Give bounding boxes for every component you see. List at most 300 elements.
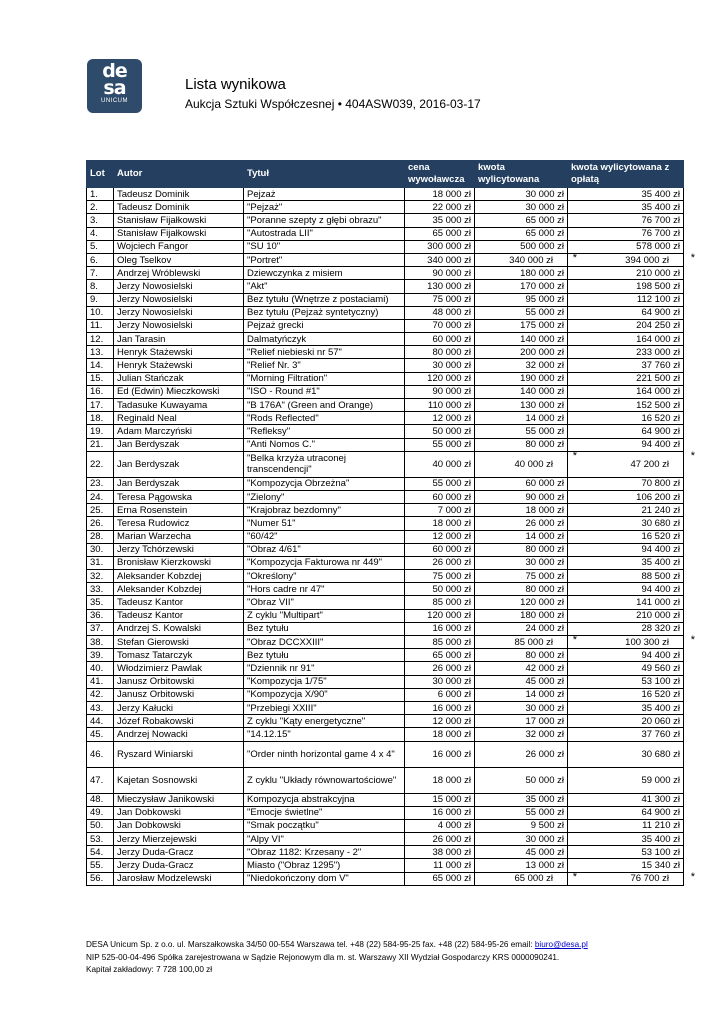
- final-price-cell: 233 000 zł: [568, 346, 684, 359]
- author-cell: Bronisław Kierzkowski: [114, 556, 244, 569]
- start-price-cell: 6 000 zł: [405, 688, 475, 701]
- author-cell: Włodzimierz Pawlak: [114, 662, 244, 675]
- hammer-price-cell: 17 000 zł: [475, 715, 568, 728]
- author-cell: Jan Dobkowski: [114, 806, 244, 819]
- lot-cell: 22.: [87, 451, 114, 477]
- asterisk-mark: *: [690, 251, 695, 264]
- table-row: [87, 188, 684, 201]
- title-cell: "Akt": [244, 280, 405, 293]
- final-price-cell: 578 000 zł: [568, 240, 684, 253]
- hammer-price-cell: 18 000 zł: [475, 504, 568, 517]
- author-cell: Stefan Gierowski: [114, 636, 244, 649]
- lot-cell: 43.: [87, 701, 114, 714]
- hammer-price-cell: 32 000 zł: [475, 728, 568, 741]
- lot-cell: 14.: [87, 359, 114, 372]
- lot-cell: 54.: [87, 846, 114, 859]
- start-price-cell: 85 000 zł: [405, 596, 475, 609]
- table-row: [87, 701, 684, 714]
- header-author: Autor: [114, 161, 244, 188]
- price-value: 40 000 zł: [514, 458, 553, 470]
- start-price-cell: 16 000 zł: [405, 806, 475, 819]
- table-row: [87, 372, 684, 385]
- table-row: [87, 859, 684, 872]
- lot-cell: 31.: [87, 556, 114, 569]
- start-price-cell: 18 000 zł: [405, 517, 475, 530]
- footer-line-1: [86, 939, 696, 952]
- start-price-cell: 75 000 zł: [405, 570, 475, 583]
- title-cell: Bez tytułu: [244, 649, 405, 662]
- author-cell: Jan Berdyszak: [114, 477, 244, 490]
- title-cell: Pejzaż: [244, 188, 405, 201]
- hammer-price-cell: [475, 251, 577, 266]
- table-row: [87, 530, 684, 543]
- hammer-price-cell: 26 000 zł: [475, 517, 568, 530]
- hammer-price-cell: 26 000 zł: [475, 741, 568, 767]
- title-cell: "Obraz 4/61": [244, 543, 405, 556]
- hammer-price-cell: 80 000 zł: [475, 649, 568, 662]
- start-price-cell: 55 000 zł: [405, 477, 475, 490]
- start-price-cell: 55 000 zł: [405, 438, 475, 451]
- author-cell: Ed (Edwin) Mieczkowski: [114, 385, 244, 398]
- hammer-price-cell: 80 000 zł: [475, 583, 568, 596]
- asterisk-mark: *: [572, 251, 577, 264]
- start-price-cell: 300 000 zł: [405, 240, 475, 253]
- lot-cell: 48.: [87, 793, 114, 806]
- start-price-cell: 65 000 zł: [405, 227, 475, 240]
- lot-cell: 56.: [87, 872, 114, 885]
- title-cell: "Obraz DCCXXIII": [244, 636, 405, 649]
- author-cell: Jerzy Nowosielski: [114, 319, 244, 332]
- start-price-cell: 12 000 zł: [405, 715, 475, 728]
- lot-cell: 49.: [87, 806, 114, 819]
- start-price-cell: 65 000 zł: [405, 649, 475, 662]
- hammer-price-cell: 9 500 zł: [475, 819, 568, 832]
- lot-cell: 38.: [87, 636, 114, 649]
- lot-cell: 12.: [87, 333, 114, 346]
- table-row: [87, 609, 684, 622]
- final-price-cell: 204 250 zł: [568, 319, 684, 332]
- lot-cell: 4.: [87, 227, 114, 240]
- table-row: [87, 359, 684, 372]
- hammer-price-cell: 35 000 zł: [475, 793, 568, 806]
- table-row: [87, 490, 684, 503]
- table-row: [87, 425, 684, 438]
- final-price-cell: [568, 634, 695, 649]
- table-row: [87, 385, 684, 398]
- start-price-cell: 18 000 zł: [405, 188, 475, 201]
- lot-cell: 15.: [87, 372, 114, 385]
- title-cell: "Emocje świetlne": [244, 806, 405, 819]
- title-cell: "Pejzaż": [244, 201, 405, 214]
- author-cell: Mieczysław Janikowski: [114, 793, 244, 806]
- hammer-price-cell: 55 000 zł: [475, 306, 568, 319]
- title-cell: "Relief Nr. 3": [244, 359, 405, 372]
- lot-cell: 25.: [87, 504, 114, 517]
- final-price-cell: 198 500 zł: [568, 280, 684, 293]
- author-cell: Andrzej Wróblewski: [114, 267, 244, 280]
- author-cell: Jerzy Kałucki: [114, 701, 244, 714]
- final-price-cell: 64 900 zł: [568, 425, 684, 438]
- desa-unicum-logo: [87, 59, 142, 113]
- table-body: [87, 188, 695, 886]
- title-cell: "Obraz 1182: Krzesany - 2": [244, 846, 405, 859]
- start-price-cell: 7 000 zł: [405, 504, 475, 517]
- title-cell: "Poranne szepty z głębi obrazu": [244, 214, 405, 227]
- table-row: [87, 240, 684, 253]
- start-price-cell: 60 000 zł: [405, 543, 475, 556]
- title-cell: "Krajobraz bezdomny": [244, 504, 405, 517]
- asterisk-mark: *: [690, 634, 695, 646]
- hammer-price-cell: 190 000 zł: [475, 372, 568, 385]
- lot-cell: 5.: [87, 240, 114, 253]
- final-price-cell: 41 300 zł: [568, 793, 684, 806]
- table-row: [87, 767, 684, 793]
- price-value: 100 300 zł: [625, 636, 669, 648]
- hammer-price-cell: 180 000 zł: [475, 267, 568, 280]
- title-cell: "Kompozycja Fakturowa nr 449": [244, 556, 405, 569]
- title-cell: "ISO - Round #1": [244, 385, 405, 398]
- author-cell: Józef Robakowski: [114, 715, 244, 728]
- start-price-cell: 80 000 zł: [405, 346, 475, 359]
- lot-cell: 16.: [87, 385, 114, 398]
- page-subtitle: Aukcja Sztuki Współczesnej • 404ASW039, 2016-03-17: [185, 97, 481, 111]
- header-title: Tytuł: [244, 161, 405, 188]
- table-row: [87, 741, 684, 767]
- final-price-cell: 64 900 zł: [568, 806, 684, 819]
- table-row: [87, 846, 684, 859]
- final-price-cell: 11 210 zł: [568, 819, 684, 832]
- start-price-cell: 130 000 zł: [405, 280, 475, 293]
- table-row: [87, 280, 684, 293]
- start-price-cell: 30 000 zł: [405, 359, 475, 372]
- lot-cell: 32.: [87, 570, 114, 583]
- table-row: [87, 227, 684, 240]
- price-value: 65 000 zł: [514, 873, 553, 885]
- lot-cell: 37.: [87, 622, 114, 635]
- hammer-price-cell: 140 000 zł: [475, 385, 568, 398]
- hammer-price-cell: 75 000 zł: [475, 570, 568, 583]
- start-price-cell: 110 000 zł: [405, 399, 475, 412]
- hammer-price-cell: 30 000 zł: [475, 188, 568, 201]
- final-price-cell: 35 400 zł: [568, 556, 684, 569]
- table-row: [87, 319, 684, 332]
- title-cell: "Refleksy": [244, 425, 405, 438]
- title-cell: "Kompozycja 1/75": [244, 675, 405, 688]
- author-cell: Erna Rosenstein: [114, 504, 244, 517]
- hammer-price-cell: 80 000 zł: [475, 543, 568, 556]
- hammer-price-cell: 175 000 zł: [475, 319, 568, 332]
- start-price-cell: 12 000 zł: [405, 412, 475, 425]
- final-price-cell: [568, 251, 695, 266]
- final-price-cell: 37 760 zł: [568, 728, 684, 741]
- header-start-price: cena wywoławcza: [405, 161, 475, 188]
- lot-cell: 2.: [87, 201, 114, 214]
- price-value: 85 000 zł: [514, 636, 553, 648]
- author-cell: Henryk Stażewski: [114, 346, 244, 359]
- table-row: [87, 399, 684, 412]
- author-cell: Jarosław Modzelewski: [114, 872, 244, 885]
- hammer-price-cell: 80 000 zł: [475, 438, 568, 451]
- title-cell: Z cyklu "Układy równowartościowe": [244, 767, 405, 793]
- final-price-cell: 76 700 zł: [568, 227, 684, 240]
- lot-cell: 10.: [87, 306, 114, 319]
- author-cell: Kajetan Sosnowski: [114, 767, 244, 793]
- logo-line-2: sa: [103, 77, 126, 99]
- table-row: [87, 583, 684, 596]
- lot-cell: 6.: [87, 253, 114, 266]
- author-cell: Julian Stańczak: [114, 372, 244, 385]
- title-cell: Z cyklu "Kąty energetyczne": [244, 715, 405, 728]
- author-cell: Tadeusz Dominik: [114, 201, 244, 214]
- title-cell: "Kompozycja X/90": [244, 688, 405, 701]
- hammer-price-cell: 180 000 zł: [475, 609, 568, 622]
- table-row: [87, 438, 684, 451]
- lot-cell: 39.: [87, 649, 114, 662]
- table-row: [87, 793, 684, 806]
- table-row: [87, 214, 684, 227]
- hammer-price-cell: 60 000 zł: [475, 477, 568, 490]
- final-price-cell: 49 560 zł: [568, 662, 684, 675]
- final-price-cell: 59 000 zł: [568, 767, 684, 793]
- price-value: 47 200 zł: [630, 458, 669, 470]
- table-row: [87, 570, 684, 583]
- table-row: [87, 622, 684, 635]
- final-price-cell: 30 680 zł: [568, 741, 684, 767]
- start-price-cell: 75 000 zł: [405, 293, 475, 306]
- title-cell: "Order ninth horizontal game 4 x 4": [244, 741, 405, 767]
- final-price-cell: 141 000 zł: [568, 596, 684, 609]
- title-cell: "Portret": [244, 253, 405, 266]
- start-price-cell: 38 000 zł: [405, 846, 475, 859]
- author-cell: Tadasuke Kuwayama: [114, 399, 244, 412]
- lot-cell: 26.: [87, 517, 114, 530]
- start-price-cell: 40 000 zł: [405, 451, 475, 477]
- lot-cell: 36.: [87, 609, 114, 622]
- title-cell: "Belka krzyża utraconej transcendencji": [244, 451, 405, 477]
- table-row: [87, 451, 684, 477]
- title-cell: "Anti Nomos C.": [244, 438, 405, 451]
- table-row: [87, 715, 684, 728]
- hammer-price-cell: 14 000 zł: [475, 688, 568, 701]
- title-cell: "Morning Filtration": [244, 372, 405, 385]
- price-value: 76 700 zł: [630, 873, 669, 885]
- final-price-cell: 70 800 zł: [568, 477, 684, 490]
- table-header-row: [87, 161, 684, 188]
- table-row: [87, 253, 684, 266]
- final-price-cell: 94 400 zł: [568, 649, 684, 662]
- title-cell: Bez tytułu: [244, 622, 405, 635]
- footer-line-3: Kapitał zakładowy: 7 728 100,00 zł: [86, 965, 213, 974]
- price-value: 340 000 zł: [509, 254, 553, 266]
- title-cell: "Obraz VII": [244, 596, 405, 609]
- hammer-price-cell: 120 000 zł: [475, 596, 568, 609]
- final-price-cell: 35 400 zł: [568, 188, 684, 201]
- author-cell: Jerzy Duda-Gracz: [114, 859, 244, 872]
- price-value: 394 000 zł: [625, 254, 669, 266]
- title-cell: Miasto ("Obraz 1295"): [244, 859, 405, 872]
- final-price-cell: [568, 870, 695, 885]
- author-cell: Jerzy Nowosielski: [114, 293, 244, 306]
- lot-cell: 19.: [87, 425, 114, 438]
- final-price-cell: 76 700 zł: [568, 214, 684, 227]
- table-row: [87, 728, 684, 741]
- asterisk-mark: *: [572, 870, 577, 883]
- author-cell: Reginald Neal: [114, 412, 244, 425]
- author-cell: Jan Tarasin: [114, 333, 244, 346]
- start-price-cell: 50 000 zł: [405, 583, 475, 596]
- table-row: [87, 662, 684, 675]
- title-cell: Bez tytułu (Wnętrze z postaciami): [244, 293, 405, 306]
- hammer-price-cell: 170 000 zł: [475, 280, 568, 293]
- table-row: [87, 806, 684, 819]
- start-price-cell: 70 000 zł: [405, 319, 475, 332]
- lot-cell: 11.: [87, 319, 114, 332]
- author-cell: Adam Marczyński: [114, 425, 244, 438]
- hammer-price-cell: 50 000 zł: [475, 767, 568, 793]
- title-cell: "Niedokończony dom V": [244, 872, 405, 885]
- table-row: [87, 346, 684, 359]
- title-cell: "Określony": [244, 570, 405, 583]
- lot-cell: 35.: [87, 596, 114, 609]
- hammer-price-cell: 13 000 zł: [475, 859, 568, 872]
- final-price-cell: 28 320 zł: [568, 622, 684, 635]
- table-row: [87, 872, 684, 885]
- final-price-cell: 164 000 zł: [568, 385, 684, 398]
- table-row: [87, 306, 684, 319]
- hammer-price-cell: [475, 870, 577, 885]
- hammer-price-cell: 65 000 zł: [475, 214, 568, 227]
- start-price-cell: 50 000 zł: [405, 425, 475, 438]
- title-cell: "Rods Reflected": [244, 412, 405, 425]
- final-price-cell: 210 000 zł: [568, 609, 684, 622]
- table-row: [87, 293, 684, 306]
- start-price-cell: 60 000 zł: [405, 490, 475, 503]
- lot-cell: 42.: [87, 688, 114, 701]
- author-cell: Henryk Stażewski: [114, 359, 244, 372]
- footer-address: DESA Unicum Sp. z o.o. ul. Marszałkowska 34/50 00-554 Warszawa tel. +48 (22) 584-95-25 fax. +48 (22) 584-95-26 email:: [86, 940, 535, 949]
- final-price-cell: 16 520 zł: [568, 688, 684, 701]
- table-row: [87, 596, 684, 609]
- author-cell: Jan Berdyszak: [114, 438, 244, 451]
- author-cell: Wojciech Fangor: [114, 240, 244, 253]
- author-cell: Janusz Orbitowski: [114, 688, 244, 701]
- hammer-price-cell: 42 000 zł: [475, 662, 568, 675]
- start-price-cell: 26 000 zł: [405, 833, 475, 846]
- table-row: [87, 412, 684, 425]
- title-cell: Pejzaż grecki: [244, 319, 405, 332]
- start-price-cell: 90 000 zł: [405, 385, 475, 398]
- lot-cell: 33.: [87, 583, 114, 596]
- lot-cell: 30.: [87, 543, 114, 556]
- logo-line-1: de: [102, 60, 127, 82]
- start-price-cell: 48 000 zł: [405, 306, 475, 319]
- author-cell: Janusz Orbitowski: [114, 675, 244, 688]
- hammer-price-cell: 30 000 zł: [475, 833, 568, 846]
- start-price-cell: 85 000 zł: [405, 636, 475, 649]
- author-cell: Teresa Rudowicz: [114, 517, 244, 530]
- hammer-price-cell: 24 000 zł: [475, 622, 568, 635]
- footer-email-link[interactable]: biuro@desa.pl: [534, 940, 588, 949]
- header-lot: Lot: [87, 161, 114, 188]
- start-price-cell: 90 000 zł: [405, 267, 475, 280]
- footer: [86, 939, 696, 977]
- table-row: [87, 333, 684, 346]
- start-price-cell: 11 000 zł: [405, 859, 475, 872]
- hammer-price-cell: 45 000 zł: [475, 846, 568, 859]
- start-price-cell: 15 000 zł: [405, 793, 475, 806]
- start-price-cell: 30 000 zł: [405, 675, 475, 688]
- start-price-cell: 35 000 zł: [405, 214, 475, 227]
- table-row: [87, 688, 684, 701]
- lot-cell: 41.: [87, 675, 114, 688]
- final-price-cell: 210 000 zł: [568, 267, 684, 280]
- author-cell: Oleg Tselkov: [114, 253, 244, 266]
- author-cell: Tadeusz Dominik: [114, 188, 244, 201]
- title-cell: "Kompozycja Obrzeżna": [244, 477, 405, 490]
- final-price-cell: 35 400 zł: [568, 201, 684, 214]
- author-cell: Tadeusz Kantor: [114, 596, 244, 609]
- final-price-cell: 106 200 zł: [568, 490, 684, 503]
- title-cell: "14.12.15": [244, 728, 405, 741]
- lot-cell: 18.: [87, 412, 114, 425]
- hammer-price-cell: [475, 449, 577, 477]
- results-table: [86, 160, 695, 886]
- author-cell: Jerzy Tchórzewski: [114, 543, 244, 556]
- start-price-cell: 12 000 zł: [405, 530, 475, 543]
- lot-cell: 7.: [87, 267, 114, 280]
- title-cell: "Dziennik nr 91": [244, 662, 405, 675]
- start-price-cell: 65 000 zł: [405, 872, 475, 885]
- start-price-cell: 18 000 zł: [405, 728, 475, 741]
- author-cell: Jerzy Mierzejewski: [114, 833, 244, 846]
- final-price-cell: 16 520 zł: [568, 412, 684, 425]
- start-price-cell: 4 000 zł: [405, 819, 475, 832]
- lot-cell: 24.: [87, 490, 114, 503]
- author-cell: Jerzy Duda-Gracz: [114, 846, 244, 859]
- hammer-price-cell: 32 000 zł: [475, 359, 568, 372]
- hammer-price-cell: 30 000 zł: [475, 201, 568, 214]
- lot-cell: 44.: [87, 715, 114, 728]
- final-price-cell: 35 400 zł: [568, 833, 684, 846]
- title-cell: Dziewczynka z misiem: [244, 267, 405, 280]
- table-row: [87, 543, 684, 556]
- lot-cell: 46.: [87, 741, 114, 767]
- final-price-cell: 164 000 zł: [568, 333, 684, 346]
- lot-cell: 45.: [87, 728, 114, 741]
- author-cell: Stanisław Fijałkowski: [114, 214, 244, 227]
- table-row: [87, 517, 684, 530]
- start-price-cell: 16 000 zł: [405, 622, 475, 635]
- author-cell: Aleksander Kobzdej: [114, 583, 244, 596]
- final-price-cell: 30 680 zł: [568, 517, 684, 530]
- final-price-cell: 64 900 zł: [568, 306, 684, 319]
- final-price-cell: 112 100 zł: [568, 293, 684, 306]
- start-price-cell: 22 000 zł: [405, 201, 475, 214]
- start-price-cell: 16 000 zł: [405, 741, 475, 767]
- asterisk-mark: *: [572, 634, 577, 646]
- hammer-price-cell: [475, 634, 577, 649]
- final-price-cell: 21 240 zł: [568, 504, 684, 517]
- footer-line-2: NIP 525-00-04-496 Spółka zarejestrowana w Sądzie Rejonowym dla m. st. Warszawy XII Wydział Gospodarczy KRS 0000090241.: [86, 952, 560, 962]
- lot-cell: 3.: [87, 214, 114, 227]
- final-price-cell: 94 400 zł: [568, 543, 684, 556]
- header-price-with-fee: kwota wylicytowana z opłatą: [568, 161, 684, 188]
- final-price-cell: 152 500 zł: [568, 399, 684, 412]
- lot-cell: 55.: [87, 859, 114, 872]
- hammer-price-cell: 500 000 zł: [475, 240, 568, 253]
- asterisk-mark: *: [690, 449, 695, 462]
- page-title: Lista wynikowa: [185, 76, 286, 93]
